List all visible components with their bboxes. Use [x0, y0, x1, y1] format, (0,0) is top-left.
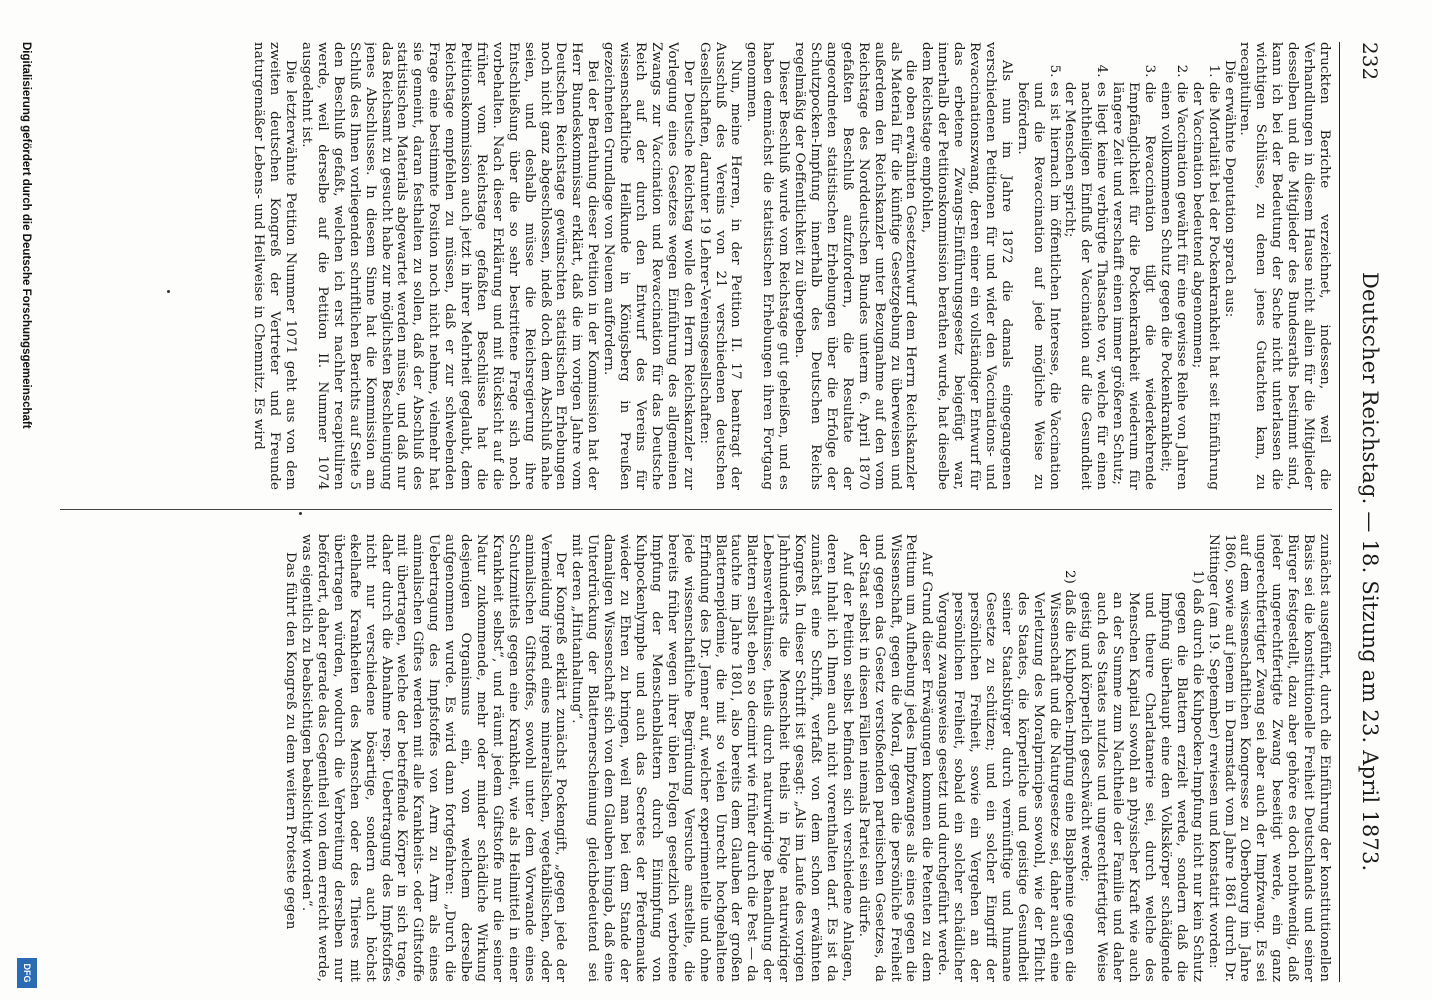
paragraph: die oben erwähnten Gesetzentwurf dem Herrn Reichskanzler als Material für die künftige Gesetzgebung zu überweisen und außerdem den Reichskanzler unter Bezugnahme auf den vom Reichstage des Norddeutschen Bundes unterm 6. April 1870 gefaßten Beschluß aufzufordern, die Resultate der angeordneten statistischen Erhebungen über die Erfolge der Schutzpocken-Impfung innerhalb des Deutschen Reichs regelmäßig der Oeffentlichkeit zu übergeben. — [792, 42, 919, 490]
page-number: 232 — [1358, 42, 1382, 81]
scan-speck — [299, 512, 302, 515]
scan-speck — [167, 290, 170, 293]
digitization-credit: Digitalisierung gefördert durch die Deutsche Forschungsgemeinschaft — [20, 42, 32, 429]
paragraph: Der Kongreß erklärt zunächst Pockengift, „gegen jede der Vermeidung irgend eines mineralischen, vegetabilischen, oder animalischen Giftstoffes, sowohl unter dem Vorwande eines Schutzmittels gegen eine Krankheit, wie als Heilmittel in einer Krankheit selbst“, und räumt jedem Giftstoffe nur die seiner Natur zukommende, mehr oder minder schädliche Wirkung desjenigen Organismus ein, von welchem derselbe aufgenommen wurde. Es wird dann fortgefahren: „Durch die Uebertragung des Impfstoffes von Arm zu Arm als eines animalischen Giftes werden mit alle Krankheits- oder Giftstoffe mit übertragen, welche der betreffende Körper in sich trage, daher durch die Abnahme resp. Uebertragung des Impfstoffes nicht nur verschiedene bösartige, sondern auch höchst ekelhafte Krankheiten des Menschen oder des Thieres mit übertragen würden, wodurch die Verbreitung derselben nur befördert, daher gerade das Gegentheil von dem erreicht werde, was eigentlich zu beabsichtigen beabsichtigt worden“. — [299, 534, 569, 982]
paragraph: Die erwähnte Deputation sprach aus: — [1221, 60, 1237, 318]
dfg-logo: DFG — [17, 958, 37, 988]
list-item: 4. es liegt keine verbürgte Thatsache vor, welche für einen nachtheiligen Einfluß der Vaccination auf die Gesundheit der Menschen spricht; — [1062, 82, 1110, 490]
column-divider — [60, 509, 1332, 510]
list-item: 2) daß die Kuhpocken-Impfung eine Blasphemie gegen die Wissenschaft und die Naturgesetze sei, daher auch eine Verletzung des Moralprincipes sowohl, wie der Pflicht des Staates, die körperliche und geistige Gesundheit seiner Staatsbürger durch vernünftige und humane Gesetze zu schützen; und ein solcher Eingriff der persönlichen Freiheit, sowie ein Vergehen an der persönlichen Freiheit, sobald ein solcher schädlicher Vorgang zwangsweise gesetzt und durchgeführt werde. — [935, 570, 1078, 982]
paragraph: Als nun im Jahre 1872 die damals eingegangenen verschiedenen Petitionen für und wider den Vaccinations- und Revaccinationszwang, deren einer ein vollständiger Entwurf für das erbetene Zwangs-Einführungsgesetz beigefügt war, innerhalb der Petitionskommission berathen wurde, hat dieselbe dem Reichstage empfohlen, — [919, 42, 1014, 490]
paragraph: Dieser Beschluß wurde vom Reichstage gut geheißen, und es haben demnächst die statistischen Erhebungen ihren Fortgang genommen. — [744, 42, 792, 490]
paragraph: Nun, meine Herren, in der Petition II. 17 beantragt der Ausschuß des Vereins von 21 verschiedenen deutschen Gesellschaften, darunter 19 Lehrer-Vereinsgesellschaften: — [696, 42, 744, 490]
paragraph: Der Deutsche Reichstag wolle den Herrn Reichskanzler zur Vorlegung eines Gesetzes wegen Einführung des allgemeinen Zwangs zur Vaccination und Revaccination für das Deutsche Reich auf der durch den Entwurf des Vereins für wissenschaftliche Heilkunde in Königsberg in Preußen gezeichneten Grundlage von Neuem auffordern. — [601, 42, 696, 490]
paragraph: zunächst ausgeführt, durch die Einführung der konstitutionellen Basis sei die konstitutionelle Freiheit Deutschlands und seiner Bürger festgestellt, dazu aber gehöre es doch nothwendig, daß jeder ungerechtfertigte Zwang beseitigt werde, ein ganz ungerechtfertigter Zwang sei aber auch der Impfzwang. Es sei auf dem wissenschaftlichen Kongresse zu Oberbourg im Jahre 1860, sowie auf jenem in Darmstadt vom Jahre 1861 durch Dr. Nittinger (am 19. September) erwiesen und konstatirt worden: — [1205, 534, 1332, 982]
header-rule — [1339, 42, 1340, 982]
list-item: 1. die Mortalität bei der Pockenkrankheit hat seit Einführung der Vaccination bedeutend abgenommen; — [1189, 82, 1221, 490]
list-item: 1) daß durch die Kuhpocken-Impfung nicht nur kein Schutz gegen die Blattern erzielt werde, sondern daß die Impfung überhaupt eine den Volkskörper schädigende und theure Charlatanerie sei, durch welche des Menschen Kapital sowohl an physischer Kraft wie auch an der Summe zum Nachtheile der Familie und daher auch des Staates nutzlos und ungerechtfertigter Weise geistig und körperlich geschwächt werde; — [1078, 570, 1205, 982]
findings-list — [1014, 42, 1221, 490]
running-title: Deutscher Reichstag. — 18. Sitzung am 23. April 1873. — [1358, 272, 1382, 872]
paragraph: druckten Berichte verzeichnet, indessen, weil die Verhandlungen in diesem Hause nicht allein für die Mitglieder desselben und die Mitglieder des Bundesraths bestimmt sind, kann ich bei der Bedeutung der Sache nicht unterlassen die wichtigen Schlüsse, zu denen jenes Gutachten kam, zu recapituliren. — [1237, 42, 1332, 490]
left-column — [60, 42, 1332, 490]
list-item: 2. die Vaccination gewährt für eine gewisse Reihe von Jahren einen vollkommenen Schutz gegen die Pockenkrankheit; — [1157, 82, 1189, 490]
paragraph: Auf der Petition selbst befinden sich verschiedene Anlagen, deren Inhalt ich Ihnen auch nicht vorenthalten darf. Es ist da zunächst eine Schrift, verfaßt von dem schon erwähnten Kongreß. In dieser Schrift ist gesagt: „Als im Laufe des vorigen Jahrhunderts die Menschheit theils in Folge naturwidriger Lebensverhältnisse, theils durch naturwidrige Behandlung der Blattern selbst eben so decimirt wie früher durch die Pest — da tauchte im Jahre 1801, also bereits dem Glauben der großen Blatternepidemie, die mit so vielen Unrecht hochgehaltene Erfindung des Dr. Jenner auf, welcher experimentelle und ohne jede wissenschaftliche Begründung Versuche anstellte, die bereits früher wegen ihrer üblen Folgen gesetzlich verbotene Impfung der Menschenblattern durch Einimpfung von Kuhpockenlymphe und auch das Secretes der Pferdemauke wieder zu Ehren zu bringen, weil man bei dem Stande der damaligen Wissenschaft sich von dem Glauben hingab, daß eine Unterdrückung der Blatternerscheinung gleichbedeutend sei mit deren „Hintanhaltung“. — [569, 534, 855, 982]
list-item: 3. die Revaccination tilgt die wiederkehrende Empfänglichkeit für die Pockenkrankheit wiederum für längere Zeit und verschafft einen immer größeren Schutz; — [1109, 82, 1157, 490]
paragraph: Auf Grund dieser Erwägungen kommen die Petenten zu dem Petitum um Aufhebung jedes Impfzwanges als eines gegen die Wissenschaft, gegen die Moral, gegen die persönliche Freiheit und gegen das Gesetz verstoßenden parteiischen Gesetzes, da der Staat selbst in diesen Fällen niemals Partei sein dürfe. — [855, 534, 935, 982]
right-column — [60, 534, 1332, 982]
paragraph: Die letzterwähnte Petition Nummer 1071 geht aus von dem zweiten deutschen Kongreß der Vertreter und Freunde naturgemäßer Lebens- und Heilweise in Chemnitz. Es wird — [251, 42, 299, 490]
list-item: 5. es ist hiernach im öffentlichen Interesse, die Vaccination und die Revaccination auf jede mögliche Weise zu befördern. — [1014, 82, 1062, 490]
paragraph: Das führt den Kongreß zu dem weitern Proteste gegen — [283, 552, 299, 930]
page-header — [1348, 42, 1388, 972]
paragraph: Bei der Berathung dieser Petition in der Kommission hat der Herr Bundeskommissar erklärt, daß die im vorigen Jahre vom Deutschen Reichstage gewünschten statistischen Erhebungen noch nicht ganz abgeschlossen, indeß doch dem Abschluß nahe seien, und deshalb müsse die Reichsregierung ihre Entschließung über die so sehr bestrittene Frage sich noch vorbehalten. Nach dieser Erklärung und mit Rücksicht auf die früher vom Reichstage gefaßten Beschlüsse hat die Petitionskommission auch jetzt in ihrer Mehrheit geglaubt, dem Reichstage empfehlen zu müssen, daß er zur schwebenden Frage eine bestimmte Position noch nicht nehme, vielmehr hat sie gemeint, daran festhalten zu sollen, daß der Abschluß des statistischen Materials abgewartet werden müsse, und daß nur das Reichsamt zu gesucht habe zur möglichsten Beschleunigung jenes Abschlusses. In diesem Sinne hat die Kommission am Schluß des Ihnen vorliegenden schriftlichen Berichts auf Seite 5 den Beschluß gefaßt, welchen ich erst nachher recapituliren werde, weil derselbe auf die Petition II. Nummer 1074 ausgedehnt ist. — [299, 42, 601, 490]
